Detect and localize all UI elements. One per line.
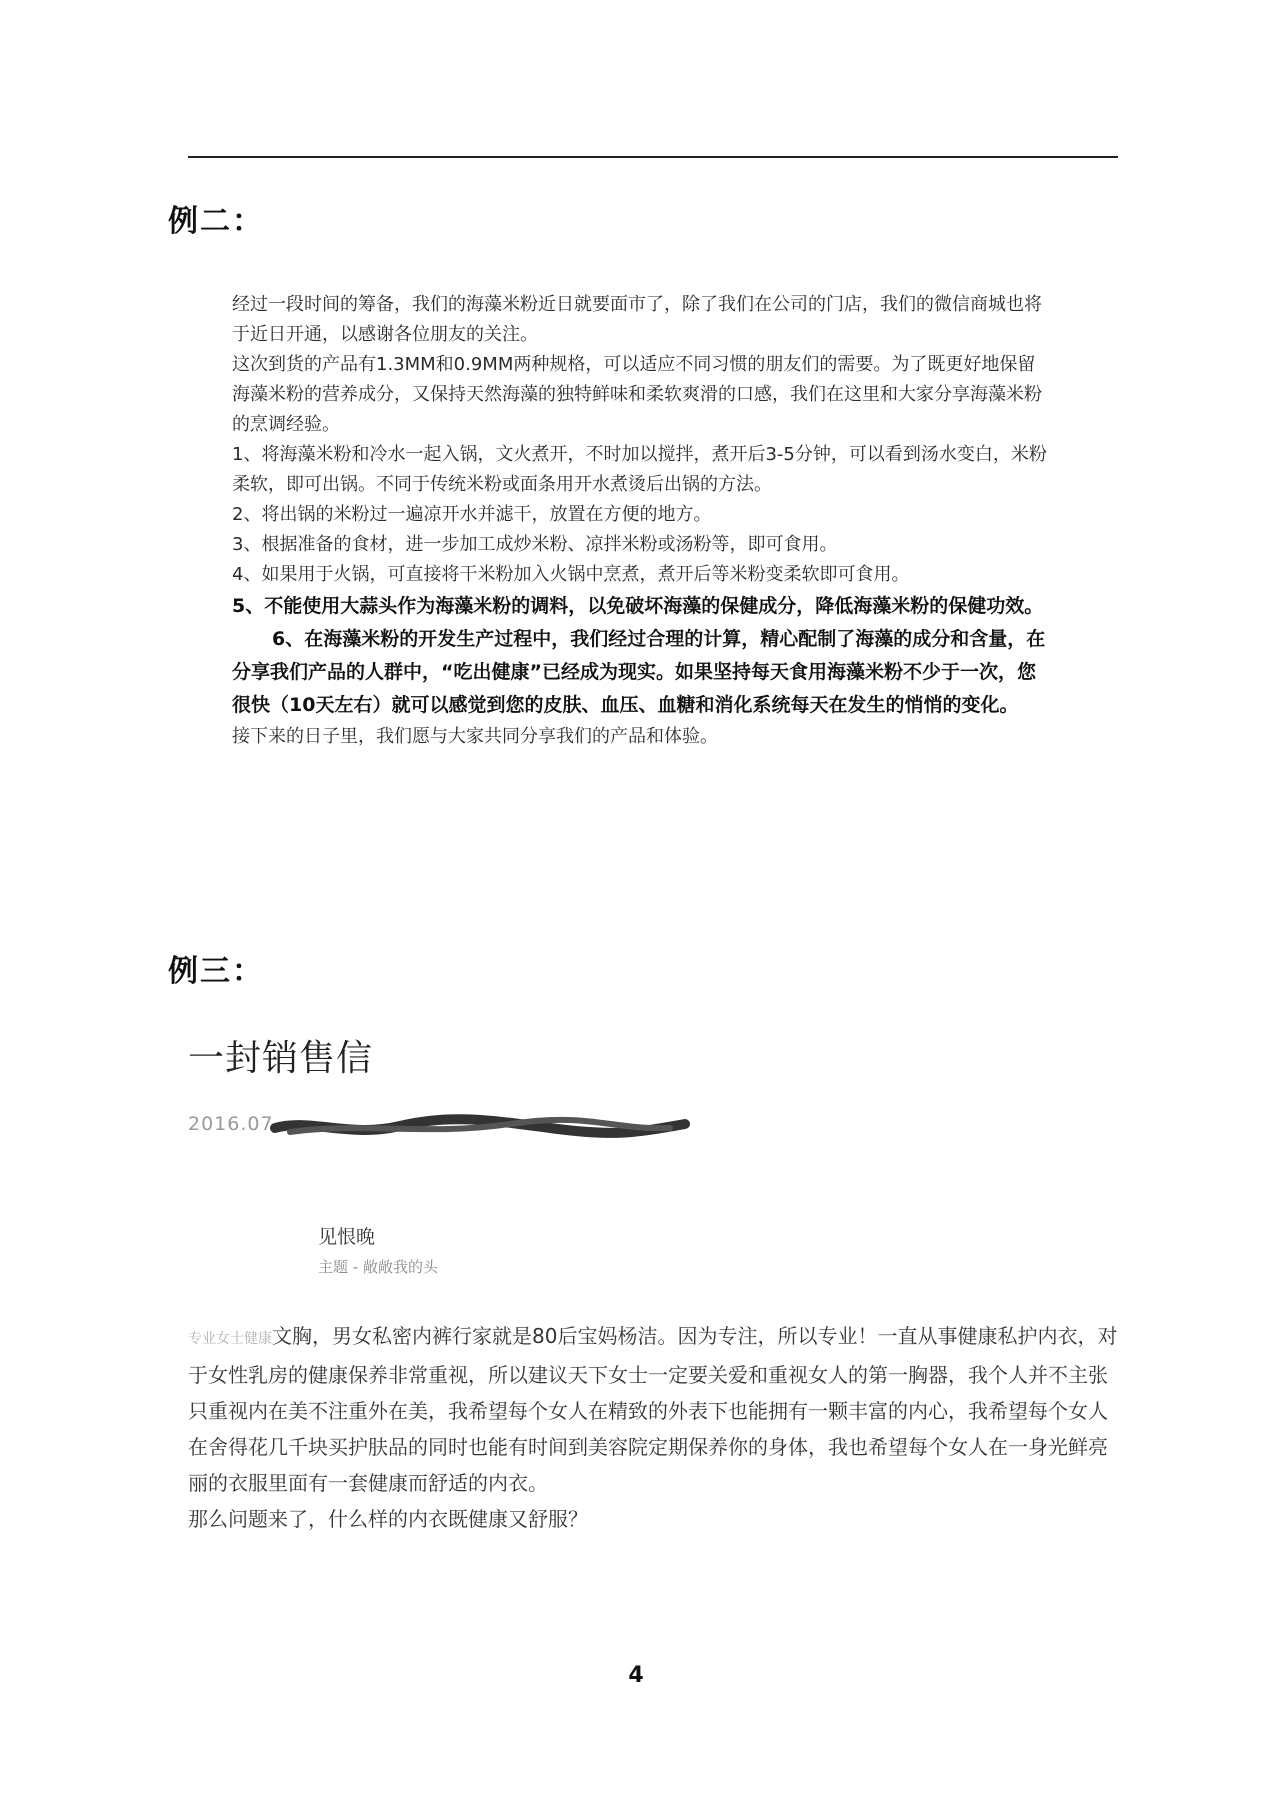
author-subtitle: 主题 - 敞敞我的头 (318, 1258, 438, 1276)
step-1: 1、将海藻米粉和冷水一起入锅，文火煮开，不时加以搅拌，煮开后3-5分钟，可以看到汤水变白，米粉柔软，即可出锅。不同于传统米粉或面条用开水煮烫后出锅的方法。 (232, 444, 1047, 495)
faded-text: 专业女士健康 (188, 1331, 272, 1347)
letter-body (188, 1318, 1118, 1537)
top-divider (188, 156, 1118, 158)
example-2-body (232, 290, 1052, 752)
step-6-bold: 6、在海藻米粉的开发生产过程中，我们经过合理的计算，精心配制了海藻的成分和含量，在分享我们产品的人群中，“吃出健康”已经成为现实。如果坚持每天食用海藻米粉不少于一次，您很快（10天左右）就可以感觉到您的皮肤、血压、血糖和消化系统每天在发生的悄悄的变化。 (232, 628, 1046, 716)
step-3: 3、根据准备的食材，进一步加工成炒米粉、凉拌米粉或汤粉等，即可食用。 (232, 534, 838, 555)
letter-question: 那么问题来了，什么样的内衣既健康又舒服？ (188, 1507, 588, 1531)
letter-paragraph (188, 1318, 1118, 1501)
step-4: 4、如果用于火锅，可直接将干米粉加入火锅中烹煮，煮开后等米粉变柔软即可食用。 (232, 564, 910, 585)
example-2-paragraph: 经过一段时间的筹备，我们的海藻米粉近日就要面市了，除了我们在公司的门店，我们的微信商城也将于近日开通，以感谢各位朋友的关注。 (232, 294, 1042, 345)
author-name: 见恨晚 (318, 1226, 376, 1248)
redaction-scribble (270, 1112, 690, 1142)
step-2: 2、将出锅的米粉过一遍凉开水并滤干，放置在方便的地方。 (232, 504, 712, 525)
article-date: 2016.07 (188, 1113, 274, 1135)
step-5-bold: 5、不能使用大蒜头作为海藻米粉的调料，以免破坏海藻的保健成分，降低海藻米粉的保健功效。 (232, 595, 1044, 617)
example-2-paragraph: 这次到货的产品有1.3MM和0.9MM两种规格，可以适应不同习惯的朋友们的需要。为了既更好地保留海藻米粉的营养成分，又保持天然海藻的独特鲜味和柔软爽滑的口感，我们在这里和大家分享海藻米粉的烹调经验。 (232, 354, 1042, 435)
example-2-heading: 例二： (168, 204, 264, 239)
article-title: 一封销售信 (188, 1038, 374, 1079)
letter-text: 文胸，男女私密内裤行家就是80后宝妈杨洁。因为专注，所以专业！一直从事健康私护内衣，对于女性乳房的健康保养非常重视，所以建议天下女士一定要关爱和重视女人的第一胸器，我个人并不主张只重视内在美不注重外在美，我希望每个女人在精致的外表下也能拥有一颗丰富的内心，我希望每个女人在舍得花几千块买护肤品的同时也能有时间到美容院定期保养你的身体，我也希望每个女人在一身光鲜亮丽的衣服里面有一套健康而舒适的内衣。 (188, 1324, 1118, 1495)
example-2-closing: 接下来的日子里，我们愿与大家共同分享我们的产品和体验。 (232, 726, 718, 747)
page-number: 4 (628, 1663, 644, 1688)
example-3-heading: 例三： (168, 954, 264, 989)
